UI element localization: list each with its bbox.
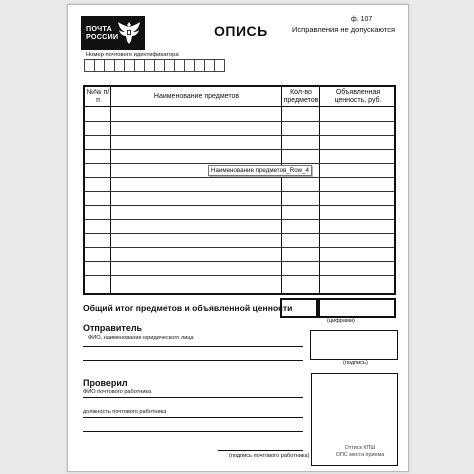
logo-line2: РОССИИ [86, 32, 119, 41]
stamp-label-line2: ОПС места приема [335, 452, 385, 458]
totals-label: Общий итог предметов и объявленной ценности [83, 303, 293, 313]
signature-hint: (подпись) [343, 360, 368, 366]
page-title: ОПИСЬ [214, 23, 268, 39]
table-row-line [85, 261, 394, 262]
col-value-header: Объявленная ценность, руб. [334, 89, 382, 104]
employee-name-label: ФИО почтового работника [83, 389, 152, 395]
employee-signature-line[interactable] [218, 450, 303, 451]
pochta-logo [81, 16, 145, 50]
items-table [83, 85, 396, 295]
employee-extra-line[interactable] [83, 431, 303, 432]
col-qty-header: Кол-во предметов [283, 89, 319, 104]
sender-name-line[interactable] [83, 360, 303, 361]
table-row-line [85, 149, 394, 150]
sender-signature-box[interactable] [310, 330, 398, 360]
column-divider [319, 87, 320, 293]
table-row-line [85, 163, 394, 164]
table-row-line [85, 191, 394, 192]
stamp-label-line1: Оттиск КПШ [344, 445, 376, 451]
tracking-id-digit[interactable] [214, 59, 225, 72]
stamp-label [330, 445, 390, 459]
sender-name-line[interactable] [83, 346, 303, 347]
employee-name-line[interactable] [83, 397, 303, 398]
table-row-line [85, 219, 394, 220]
no-corrections-note: Исправления не допускаются [292, 25, 396, 34]
table-row-line [85, 135, 394, 136]
employee-position-line[interactable] [83, 417, 303, 418]
sender-title: Отправитель [83, 323, 143, 333]
sender-subtitle: ФИО, наименование юридического лица [88, 335, 194, 341]
logo-line1: ПОЧТА [86, 24, 112, 33]
total-quantity-field[interactable] [280, 298, 318, 318]
col-name-header: Наименование предметов [153, 92, 240, 100]
table-row-line [85, 205, 394, 206]
total-value-field[interactable] [318, 298, 396, 318]
form-sheet [67, 4, 409, 472]
digits-hint: (цифрами) [327, 318, 355, 324]
column-divider [281, 87, 282, 293]
col-number-header: №№ п/п [86, 89, 110, 104]
checked-title: Проверил [83, 378, 128, 388]
employee-signature-label: (подпись почтового работника) [229, 453, 310, 459]
tracking-id-boxes[interactable] [84, 59, 225, 72]
tracking-id-label: Номер почтового идентификатора [86, 52, 179, 58]
row-tooltip: Наименование предметов_Row_4 [208, 165, 312, 176]
form-number: ф. 107 [351, 16, 373, 23]
table-row-line [85, 233, 394, 234]
table-row-line [85, 121, 394, 122]
table-row-line [85, 177, 394, 178]
column-divider [110, 87, 111, 293]
table-row-line [85, 247, 394, 248]
table-row-line [85, 275, 394, 276]
eagle-emblem-icon [117, 20, 141, 46]
employee-position-label: должность почтового работника [83, 409, 167, 415]
